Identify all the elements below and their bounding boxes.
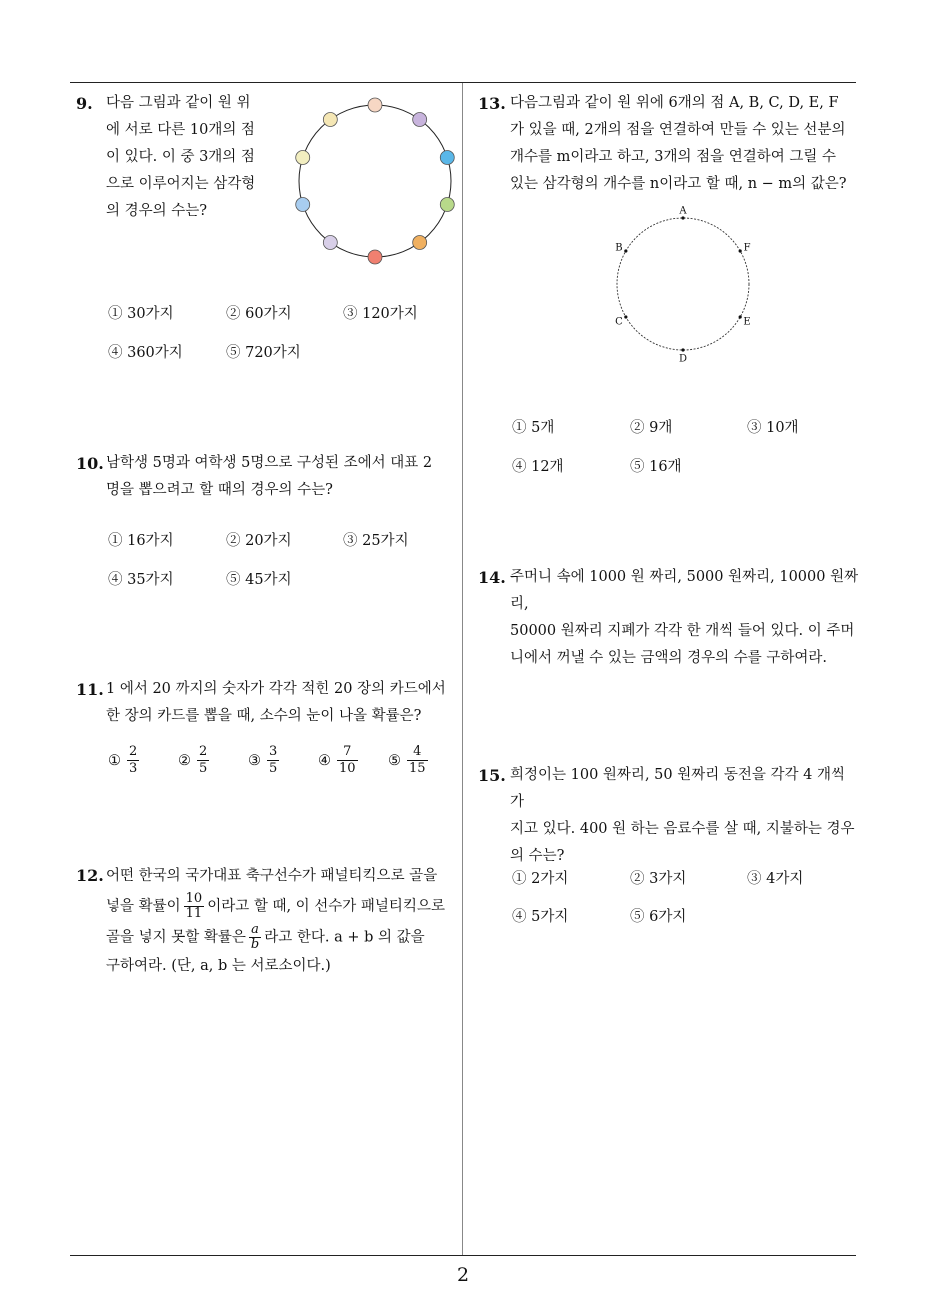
q9-circle-diagram (290, 96, 460, 268)
q12-fraction-1 (184, 892, 205, 921)
q14-line: 50000 원짜리 지폐가 각각 한 개씩 들어 있다. 이 주머 (510, 623, 855, 639)
q13-point-f (739, 249, 742, 252)
option-fraction (337, 744, 358, 777)
q13-point-label: A (679, 205, 687, 217)
q15-option-3[interactable]: ③ 4가지 (747, 871, 804, 887)
option-fraction (127, 744, 139, 777)
q12-line2-pre: 넣을 확률이 (106, 898, 181, 915)
fraction-denominator: 3 (129, 761, 138, 776)
bottom-rule (70, 1255, 856, 1256)
q13-line: 있는 삼각형의 개수를 n이라고 할 때, n − m의 값은? (510, 176, 847, 192)
q10-option-4[interactable]: ④ 35가지 (108, 572, 174, 588)
q13-point-label: D (678, 353, 688, 365)
q11-text (106, 676, 458, 730)
option-fraction (407, 744, 428, 777)
q12-fraction-2 (249, 923, 261, 952)
q13-text (510, 90, 860, 198)
q15-text (510, 762, 860, 870)
q13-option-1[interactable]: ① 5개 (512, 420, 555, 436)
option-mark: ① (108, 752, 121, 769)
fraction-denominator: 11 (185, 906, 203, 921)
fraction-denominator: 5 (199, 761, 208, 776)
q11-line: 한 장의 카드를 뽑을 때, 소수의 눈이 나올 확률은? (106, 708, 422, 724)
q10-option-2[interactable]: ② 20가지 (226, 533, 292, 549)
q9-point (323, 235, 337, 249)
top-rule (70, 82, 856, 83)
q10-option-3[interactable]: ③ 25가지 (343, 533, 409, 549)
q10-option-5[interactable]: ⑤ 45가지 (226, 572, 292, 588)
fraction-denominator: b (250, 937, 260, 952)
q15-option-1[interactable]: ① 2가지 (512, 871, 569, 887)
q13-point-label: B (615, 242, 623, 254)
fraction-denominator: 5 (269, 761, 278, 776)
q13-option-5[interactable]: ⑤ 16개 (630, 459, 682, 475)
q10-line: 명을 뽑으려고 할 때의 경우의 수는? (106, 482, 333, 498)
q9-point (440, 197, 454, 211)
q9-option-5[interactable]: ⑤ 720가지 (226, 345, 301, 361)
q12-text (106, 862, 462, 980)
q10-option-1[interactable]: ① 16가지 (108, 533, 174, 549)
q9-option-1[interactable]: ① 30가지 (108, 306, 174, 322)
fraction-denominator: 10 (339, 761, 356, 776)
q13-option-3[interactable]: ③ 10개 (747, 420, 799, 436)
q12-number: 12. (76, 866, 104, 885)
q14-line: 주머니 속에 1000 원 짜리, 5000 원짜리, 10000 원짜리, (510, 569, 859, 612)
q12-line (106, 923, 462, 952)
q13-line: 가 있을 때, 2개의 점을 연결하여 만들 수 있는 선분의 (510, 122, 846, 138)
q9-point (368, 98, 382, 112)
q11-option-2[interactable] (178, 744, 209, 777)
page-number: 2 (456, 1264, 470, 1286)
q12-line (106, 892, 462, 921)
option-fraction (267, 744, 279, 777)
q9-point (323, 113, 337, 127)
q9-number: 9. (76, 94, 93, 113)
fraction-numerator: 2 (199, 744, 208, 759)
option-mark: ③ (248, 752, 261, 769)
q15-option-4[interactable]: ④ 5가지 (512, 909, 569, 925)
q9-option-3[interactable]: ③ 120가지 (343, 306, 418, 322)
q13-circle (617, 218, 749, 350)
q9-line: 에 서로 다른 10개의 점 (106, 122, 255, 138)
fraction-numerator: a (249, 923, 261, 938)
q13-point-d (681, 348, 684, 351)
q9-point (413, 113, 427, 127)
q9-line: 다음 그림과 같이 원 위 (106, 95, 251, 111)
q13-line: 다음그림과 같이 원 위에 6개의 점 A, B, C, D, E, F (510, 95, 839, 111)
fraction-numerator: 7 (337, 744, 358, 761)
q15-line: 희정이는 100 원짜리, 50 원짜리 동전을 각각 4 개씩 가 (510, 767, 845, 810)
q13-line: 개수를 m이라고 하고, 3개의 점을 연결하여 그릴 수 (510, 149, 836, 165)
q15-option-5[interactable]: ⑤ 6가지 (630, 909, 687, 925)
q13-point-label: F (743, 242, 751, 254)
q11-option-4[interactable] (318, 744, 358, 777)
fraction-numerator: 4 (407, 744, 428, 761)
option-fraction (197, 744, 209, 777)
q9-point (296, 197, 310, 211)
q10-number: 10. (76, 454, 104, 473)
q9-point (440, 151, 454, 165)
q11-option-5[interactable] (388, 744, 428, 777)
fraction-numerator: 10 (185, 891, 203, 906)
q12-line3-pre: 골을 넣지 못할 확률은 (106, 929, 246, 946)
q14-number: 14. (478, 568, 506, 587)
q13-point-c (624, 315, 627, 318)
q11-number: 11. (76, 680, 104, 699)
q9-option-2[interactable]: ② 60가지 (226, 306, 292, 322)
q10-line: 남학생 5명과 여학생 5명으로 구성된 조에서 대표 2 (106, 455, 433, 471)
q12-line2-post: 이라고 할 때, 이 선수가 패널티킥으로 (207, 898, 445, 915)
column-divider (462, 83, 463, 1255)
q13-point-a (681, 216, 684, 219)
q10-text (106, 450, 458, 504)
q13-number: 13. (478, 94, 506, 113)
q15-line: 지고 있다. 400 원 하는 음료수를 살 때, 지불하는 경우 (510, 821, 855, 837)
option-mark: ④ (318, 752, 331, 769)
q11-line: 1 에서 20 까지의 숫자가 각각 적힌 20 장의 카드에서 (106, 681, 446, 697)
q13-option-2[interactable]: ② 9개 (630, 420, 673, 436)
fraction-denominator: 15 (409, 761, 426, 776)
q12-line: 구하여라. (단, a, b 는 서로소이다.) (106, 958, 331, 974)
q13-option-4[interactable]: ④ 12개 (512, 459, 564, 475)
option-mark: ② (178, 752, 191, 769)
q13-point-label: E (743, 316, 751, 328)
q15-number: 15. (478, 766, 506, 785)
option-mark: ⑤ (388, 752, 401, 769)
q9-circle (299, 105, 451, 257)
fraction-numerator: 2 (129, 744, 138, 759)
q9-point (296, 151, 310, 165)
q12-line3-post: 라고 한다. a + b 의 값을 (264, 929, 425, 946)
q13-point-e (739, 315, 742, 318)
fraction-numerator: 3 (269, 744, 278, 759)
q9-point (413, 235, 427, 249)
q9-option-4[interactable]: ④ 360가지 (108, 345, 183, 361)
q11-option-3[interactable] (248, 744, 279, 777)
q9-line: 의 경우의 수는? (106, 203, 208, 219)
q11-option-1[interactable] (108, 744, 139, 777)
q13-circle-diagram (605, 200, 765, 370)
q15-option-2[interactable]: ② 3가지 (630, 871, 687, 887)
q9-line: 으로 이루어지는 삼각형 (106, 176, 256, 192)
q9-point (368, 250, 382, 264)
q14-text (510, 564, 860, 672)
q14-line: 니에서 꺼낼 수 있는 금액의 경우의 수를 구하여라. (510, 650, 828, 666)
q9-line: 이 있다. 이 중 3개의 점 (106, 149, 255, 165)
q12-line: 어떤 한국의 국가대표 축구선수가 패널티킥으로 골을 (106, 868, 438, 884)
q13-point-b (624, 249, 627, 252)
q15-line: 의 수는? (510, 848, 565, 864)
q9-text (106, 90, 276, 225)
q13-point-label: C (615, 316, 623, 328)
